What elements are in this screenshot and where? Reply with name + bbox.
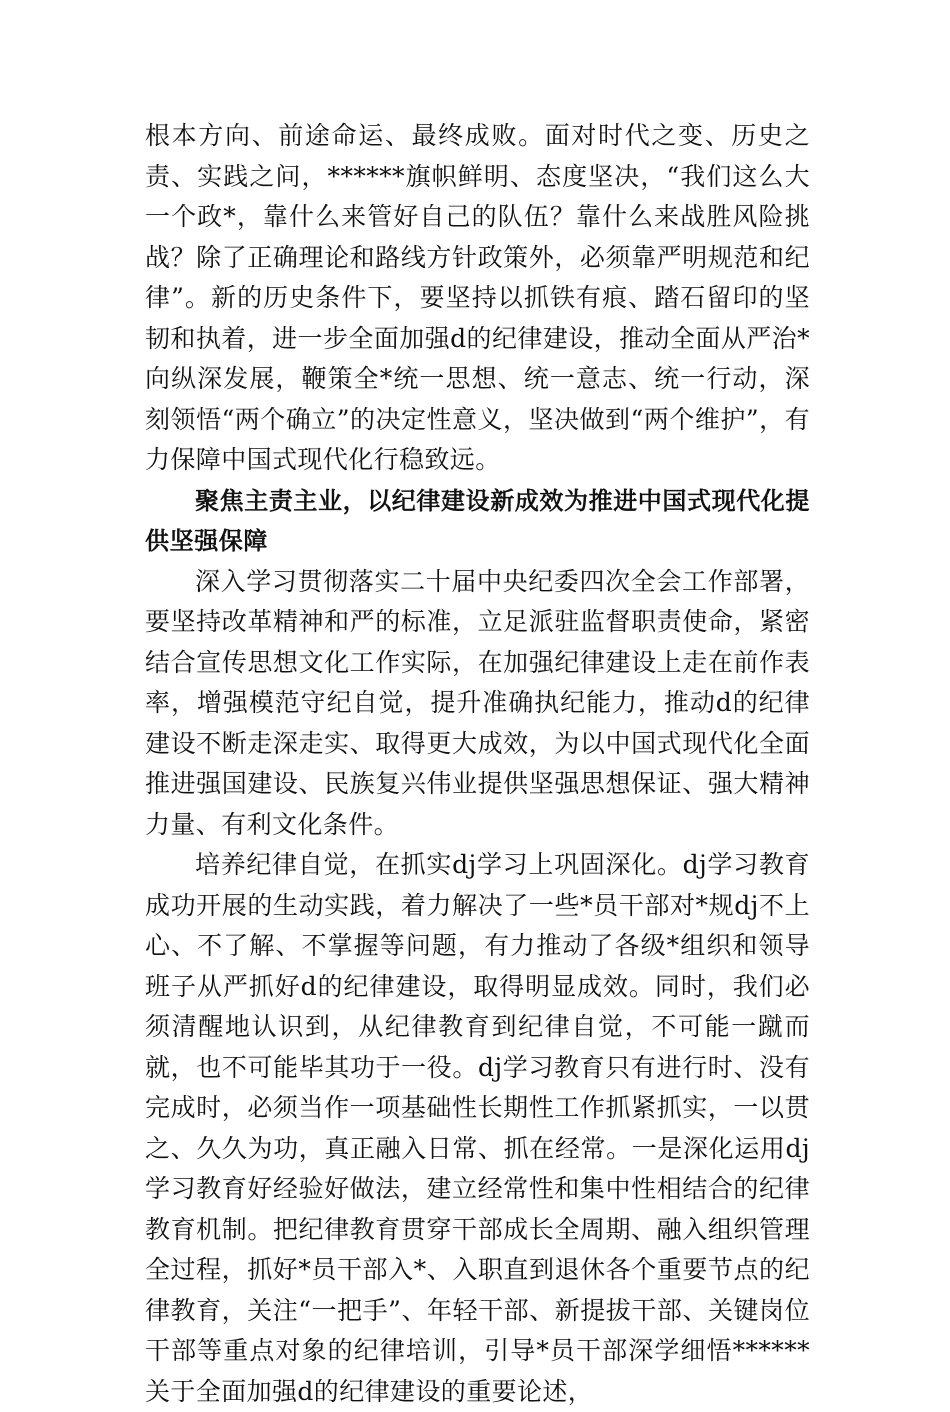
body-paragraph-2: 深入学习贯彻落实二十届中央纪委四次全会工作部署，要坚持改革精神和严的标准，立足派驻监督职责使命，紧密结合宣传思想文化工作实际，在加强纪律建设上走在前作表率，增强模范守纪自觉，提升准确执纪能力，推动d的纪律建设不断走深走实、取得更大成效，为以中国式现代化全面推进强国建设、民族复兴伟业提供坚强思想保证、强大精神力量、有利文化条件。 [145, 566, 810, 839]
document-page [145, 116, 810, 1412]
section-heading: 聚焦主责主业，以纪律建设新成效为推进中国式现代化提供坚强保障 [145, 486, 810, 555]
body-paragraph-3: 培养纪律自觉，在抓实dj学习上巩固深化。dj学习教育成功开展的生动实践，着力解决了一些*员干部对*规dj不上心、不了解、不掌握等问题，有力推动了各级*组织和领导班子从严抓好d的纪律建设，取得明显成效。同时，我们必须清醒地认识到，从纪律教育到纪律自觉，不可能一蹴而就，也不可能毕其功于一役。dj学习教育只有进行时、没有完成时，必须当作一项基础性长期性工作抓紧抓实，一以贯之、久久为功，真正融入日常、抓在经常。一是深化运用dj学习教育好经验好做法，建立经常性和集中性相结合的纪律教育机制。把纪律教育贯穿干部成长全周期、融入组织管理全过程，抓好*员干部入*、入职直到退休各个重要节点的纪律教育，关注“一把手”、年轻干部、新提拔干部、关键岗位干部等重点对象的纪律培训，引导*员干部深学细悟******关于全面加强d的纪律建设的重要论述， [145, 850, 810, 1406]
body-paragraph-1: 根本方向、前途命运、最终成败。面对时代之变、历史之责、实践之问，******旗帜鲜明、态度坚决，“我们这么大一个政*，靠什么来管好自己的队伍？靠什么来战胜风险挑战？除了正确理论和路线方针政策外，必须靠严明规范和纪律”。新的历史条件下，要坚持以抓铁有痕、踏石留印的坚韧和执着，进一步全面加强d的纪律建设，推动全面从严治*向纵深发展，鞭策全*统一思想、统一意志、统一行动，深刻领悟“两个确立”的决定性意义，坚决做到“两个维护”，有力保障中国式现代化行稳致远。 [145, 121, 810, 474]
